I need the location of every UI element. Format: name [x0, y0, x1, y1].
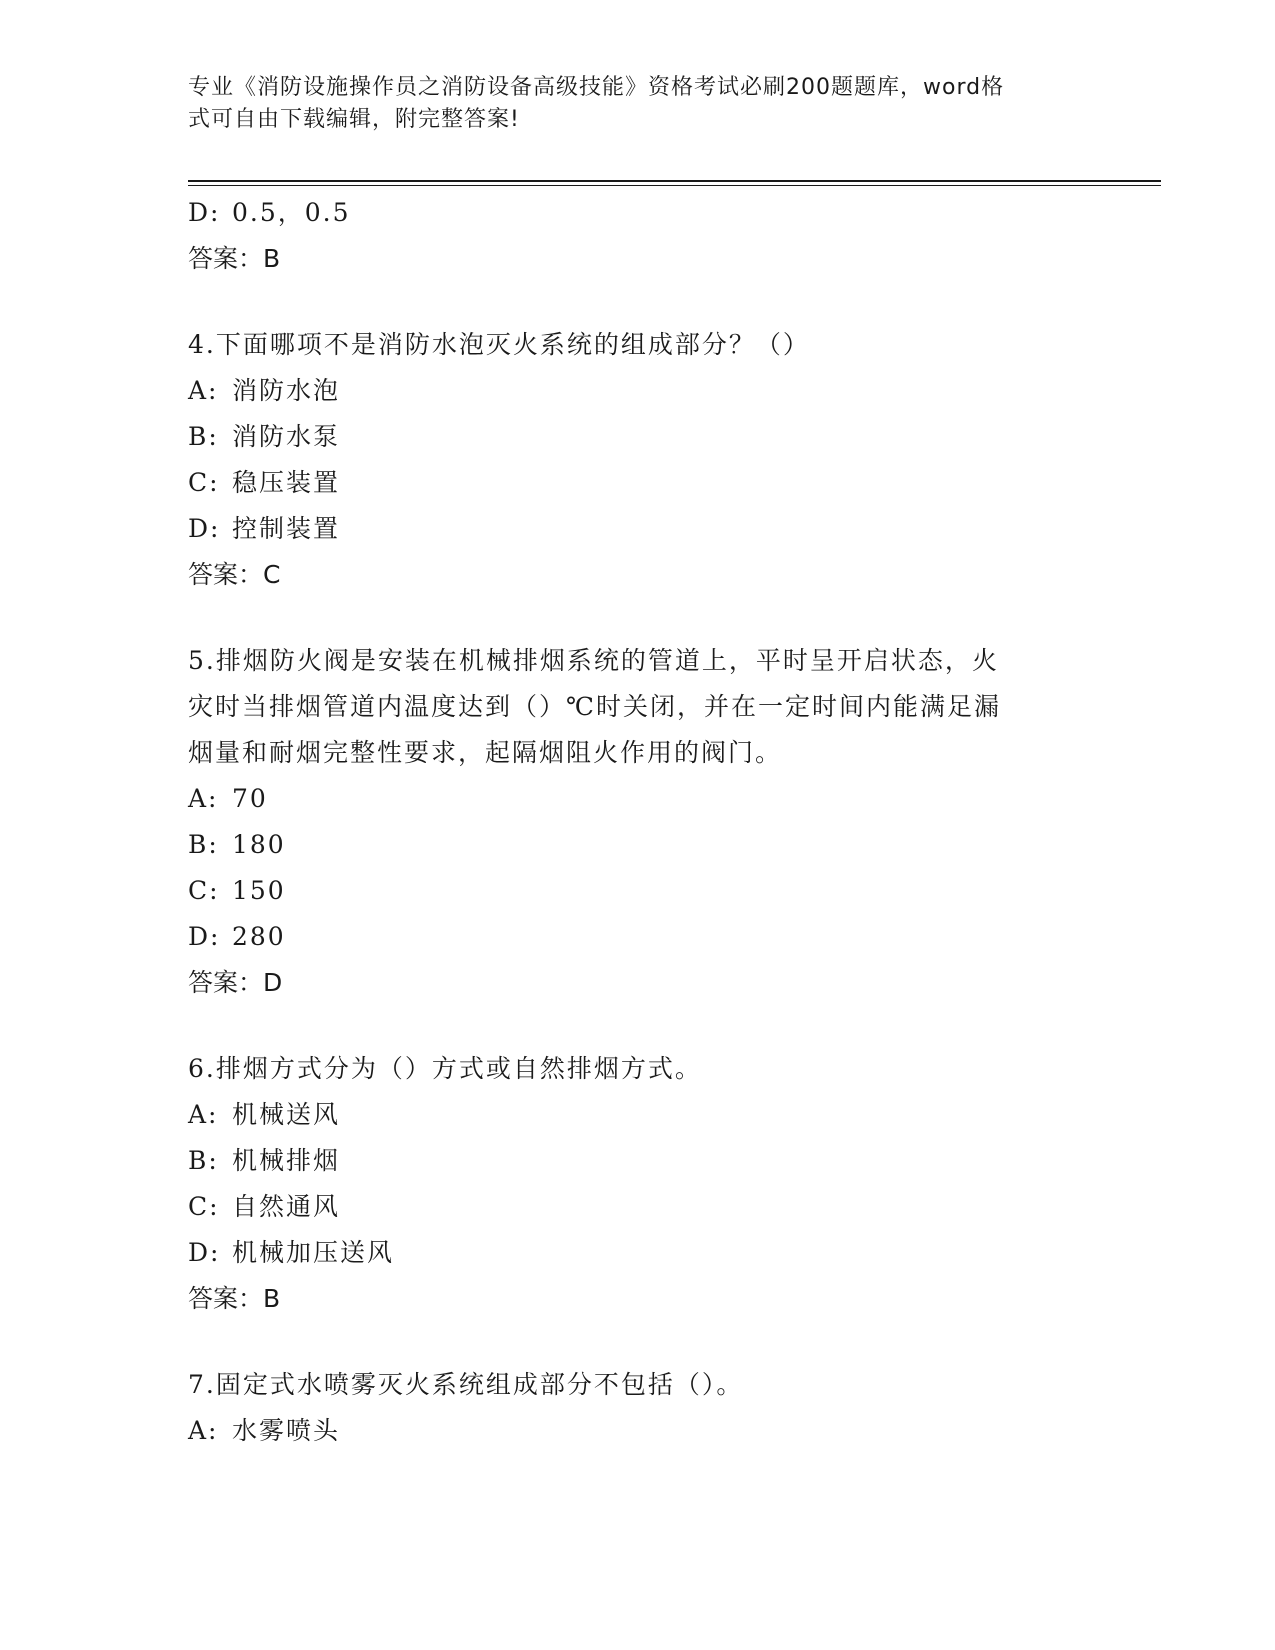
- option-prefix: D:: [188, 922, 221, 951]
- q4-option-a: [188, 368, 1088, 414]
- q4-answer: 答案：C: [188, 560, 281, 589]
- q3-option-d: [188, 190, 1088, 236]
- q5-option-b: [188, 822, 1088, 868]
- header-rule-thick: [188, 180, 1161, 182]
- option-text: 180: [232, 830, 286, 859]
- option-prefix: D:: [188, 198, 221, 227]
- q5-option-a: [188, 776, 1088, 822]
- header-rule-thin: [188, 185, 1161, 186]
- option-prefix: D:: [188, 1238, 221, 1267]
- q5-option-c: [188, 868, 1088, 914]
- option-prefix: C:: [188, 876, 220, 905]
- q6-stem: 6.排烟方式分为（）方式或自然排烟方式。: [188, 1054, 702, 1083]
- option-text: 消防水泡: [232, 376, 341, 405]
- q6-answer: 答案：B: [188, 1284, 281, 1313]
- option-text: 稳压装置: [232, 468, 341, 497]
- q4-option-c: [188, 460, 1088, 506]
- q6-option-a: [188, 1092, 1088, 1138]
- option-text: 280: [232, 922, 286, 951]
- option-text: 70: [232, 784, 268, 813]
- spacer: [188, 1006, 1088, 1046]
- q4-option-b: [188, 414, 1088, 460]
- q5-option-d: [188, 914, 1088, 960]
- q4-option-d: [188, 506, 1088, 552]
- q4-stem: 4.下面哪项不是消防水泡灭火系统的组成部分？（）: [188, 330, 810, 359]
- header-line-2: 式可自由下载编辑，附完整答案!: [188, 107, 520, 132]
- header-line-1: 专业《消防设施操作员之消防设备高级技能》资格考试必刷200题题库，word格: [188, 75, 1005, 100]
- option-text: 机械加压送风: [232, 1238, 395, 1267]
- option-text: 水雾喷头: [232, 1416, 341, 1445]
- q6-option-c: [188, 1184, 1088, 1230]
- option-text: 0.5，0.5: [232, 198, 351, 227]
- page-header: [188, 72, 1068, 136]
- option-prefix: A:: [188, 1100, 219, 1129]
- q7-option-a: [188, 1408, 1088, 1454]
- option-prefix: A:: [188, 1416, 219, 1445]
- q6-option-b: [188, 1138, 1088, 1184]
- option-prefix: C:: [188, 1192, 220, 1221]
- option-prefix: B:: [188, 422, 219, 451]
- option-prefix: C:: [188, 468, 220, 497]
- option-prefix: D:: [188, 514, 221, 543]
- option-text: 150: [232, 876, 286, 905]
- spacer: [188, 598, 1088, 638]
- option-text: 控制装置: [232, 514, 341, 543]
- spacer: [188, 282, 1088, 322]
- q5-stem-line-2: 灾时当排烟管道内温度达到（）℃时关闭，并在一定时间内能满足漏: [188, 692, 1001, 721]
- option-text: 机械排烟: [232, 1146, 341, 1175]
- q5-stem-line-1: 5.排烟防火阀是安装在机械排烟系统的管道上，平时呈开启状态，火: [188, 646, 999, 675]
- option-prefix: B:: [188, 1146, 219, 1175]
- option-text: 自然通风: [232, 1192, 341, 1221]
- spacer: [188, 1322, 1088, 1362]
- option-text: 消防水泵: [232, 422, 341, 451]
- option-prefix: A:: [188, 784, 219, 813]
- option-prefix: B:: [188, 830, 219, 859]
- option-prefix: A:: [188, 376, 219, 405]
- q5-answer: 答案：D: [188, 968, 283, 997]
- q3-answer: 答案：B: [188, 244, 281, 273]
- option-text: 机械送风: [232, 1100, 341, 1129]
- question-list: [188, 190, 1088, 1454]
- q5-stem-line-3: 烟量和耐烟完整性要求，起隔烟阻火作用的阀门。: [188, 738, 783, 767]
- q6-option-d: [188, 1230, 1088, 1276]
- q7-stem: 7.固定式水喷雾灭火系统组成部分不包括（）。: [188, 1370, 744, 1399]
